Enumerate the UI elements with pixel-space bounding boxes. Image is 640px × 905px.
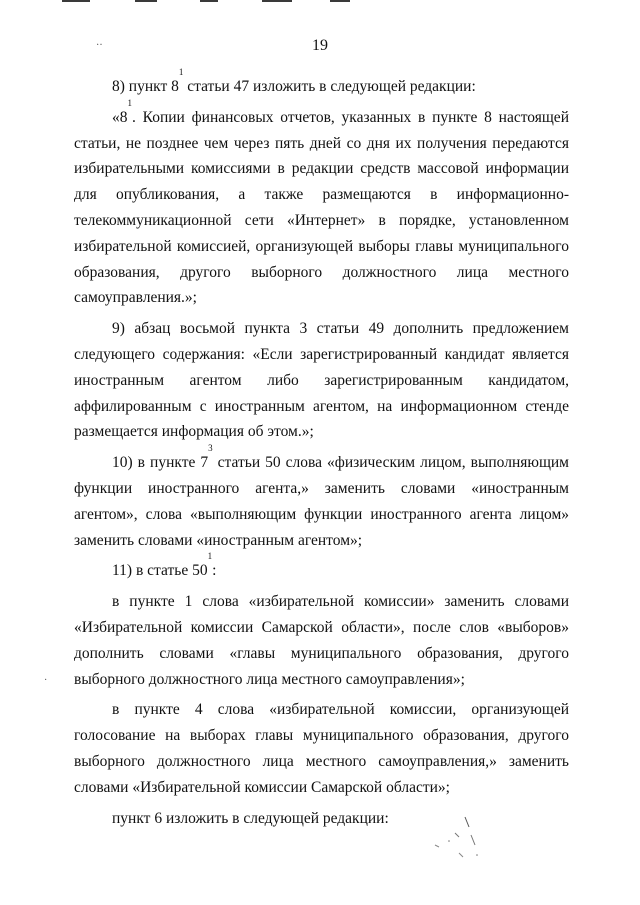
scan-speck: ‥ (96, 37, 103, 48)
handwritten-mark (425, 815, 495, 865)
scan-speck: · (44, 675, 48, 686)
paragraph: в пункте 1 слова «избирательной комиссии» заменить словами «Избирательной комиссии Самарской области», после слов «выборов» дополнить словами «главы муниципального образования, другого выборного должностного лица местного самоуправления»; (74, 593, 569, 688)
scan-artifact (330, 0, 350, 2)
paragraph: 11) в статье $50^1$: (112, 551, 217, 580)
paragraph: 10) в пункте $7^3$ статьи 50 слова «физическим лицом, выполняющим функции иностранного агента,» заменить словами «иностранным агентом», слова «выполняющим функции иностранного агента лицом» заменить словами «иностранным агентом»; (74, 443, 569, 549)
paragraph: 9) абзац восьмой пункта 3 статьи 49 дополнить предложением следующего содержания: «Если зарегистрированный кандидат является иностранным агентом либо зарегистрированным кандидатом, аффилированным с иностранным агентом, на информационном стенде размещается информация об этом.»; (74, 320, 569, 441)
page-number: 19 (312, 37, 328, 54)
paragraph: 8) пункт $8^1$ статьи 47 изложить в следующей редакции: (112, 67, 476, 95)
paragraph: в пункте 4 слова «избирательной комиссии, организующей голосование на выборах главы муниципального образования, другого выборного должностного лица местного самоуправления,» заменить словами «Избирательной комиссии Самарской области»; (74, 701, 569, 796)
scan-artifact (62, 0, 90, 2)
scan-artifact (262, 0, 292, 2)
paragraph: пункт 6 изложить в следующей редакции: (112, 809, 389, 827)
scan-artifact (200, 0, 218, 2)
paragraph: «$8^1$. Копии финансовых отчетов, указанных в пункте 8 настоящей статьи, не позднее чем через пять дней со дня их получения передаются избирательными комиссиями в редакции средств массовой информации для опубликования, а также размещаются в информационно-телекоммуникационной сети «Интернет» в порядке, установленном избирательной комиссией, организующей выборы главы муниципального образования, другого выборного должностного лица местного самоуправления.»; (74, 97, 569, 307)
document-body (74, 67, 569, 836)
scan-artifact (135, 0, 157, 2)
